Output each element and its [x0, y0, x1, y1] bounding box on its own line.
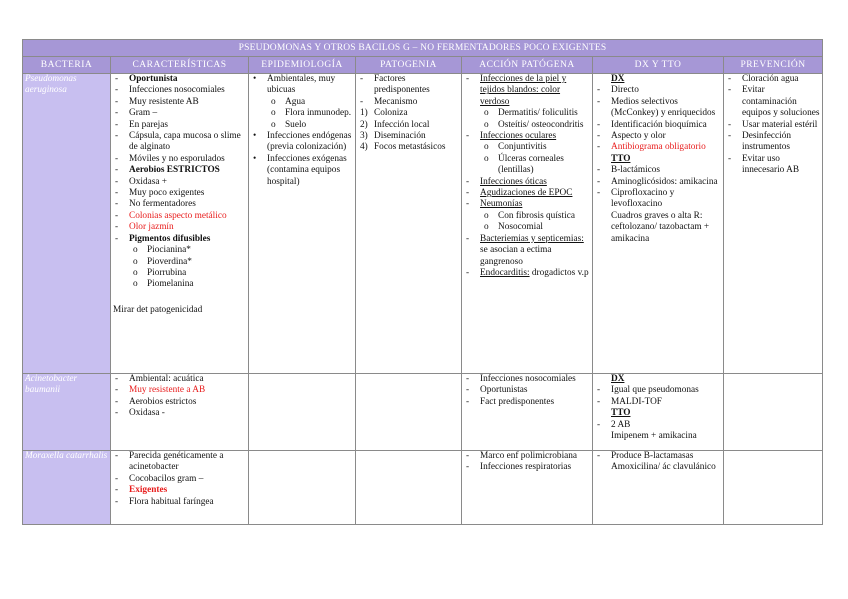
cell-epidemiologia	[249, 374, 356, 451]
dx-list	[595, 374, 721, 442]
list-marker: -	[115, 374, 119, 384]
list-marker: -	[466, 396, 470, 407]
list-marker: -	[115, 473, 119, 484]
list-item	[113, 245, 246, 256]
list-marker: -	[115, 85, 119, 96]
list-marker: o	[484, 153, 489, 164]
list-item	[464, 74, 590, 108]
list-marker: -	[597, 385, 601, 396]
list-item	[464, 142, 590, 153]
list-item-text: Identificación bioquímica	[611, 119, 707, 130]
accion-list	[464, 451, 590, 474]
list-item-text: En parejas	[129, 119, 168, 130]
list-item	[595, 408, 721, 419]
list-marker: -	[466, 176, 470, 187]
list-marker: •	[253, 153, 257, 164]
list-item-text: Oportunistas	[480, 385, 528, 396]
list-item-text: Imipenem + amikacina	[611, 431, 697, 442]
caracteristicas-list	[113, 74, 246, 291]
main-table	[22, 39, 823, 525]
list-item-text: Cuadros graves o alta R: ceftolozano/ tazobactam + amikacina	[611, 210, 710, 244]
list-item	[464, 177, 590, 188]
list-item-text: 2 AB	[611, 419, 631, 430]
list-marker: o	[484, 142, 489, 153]
header-accion-patogena: ACCIÓN PATÓGENA	[462, 57, 593, 74]
list-item-text: Infecciones respiratorias	[480, 462, 572, 473]
cell-prevencion	[724, 374, 823, 451]
list-item	[595, 420, 721, 431]
list-item-text: Evitar contaminación equipos y soluciones	[742, 85, 820, 119]
list-item-text: Con fibrosis quística	[498, 210, 575, 221]
list-item-text: Oxidasa -	[129, 408, 165, 419]
list-item-text: Evitar uso innecesario AB	[742, 153, 800, 176]
list-item-text: Medios selectivos (McConkey) y enriquecidos	[611, 96, 716, 119]
list-item	[595, 451, 721, 462]
list-item	[113, 385, 246, 396]
list-item-text: Bacteriemias y septicemias:	[480, 233, 584, 244]
list-item	[726, 85, 820, 119]
list-item-extra: se asocian a ectima gangrenoso	[480, 245, 552, 267]
cell-epidemiologia	[249, 451, 356, 525]
list-marker: -	[115, 131, 119, 142]
list-item	[464, 154, 590, 177]
list-item	[113, 120, 246, 131]
list-marker: -	[728, 119, 732, 130]
list-item-text: Ciprofloxacino y levofloxacino	[611, 188, 675, 210]
patogenia-list	[358, 74, 459, 154]
list-item	[251, 108, 353, 119]
list-marker: -	[728, 74, 732, 84]
cell-prevencion	[724, 74, 823, 374]
table-title: PSEUDOMONAS Y OTROS BACILOS G – NO FERMENTADORES POCO EXIGENTES	[23, 40, 823, 57]
list-item-text: No fermentadores	[129, 199, 196, 210]
list-marker: o	[484, 119, 489, 130]
header-epidemiologia: EPIDEMIOLOGÍA	[249, 57, 356, 74]
list-item	[595, 397, 721, 408]
list-item-text: Directo	[611, 85, 639, 96]
epidemiologia-list	[251, 74, 353, 188]
list-marker: -	[466, 385, 470, 396]
list-item-text: Infecciones oculares	[480, 131, 557, 142]
list-item-text: Muy resistente AB	[129, 96, 199, 107]
list-marker: -	[728, 153, 732, 164]
accion-list	[464, 374, 590, 408]
list-item-text: Coloniza	[374, 108, 408, 119]
cell-accion-patogena	[462, 374, 593, 451]
list-item	[595, 188, 721, 211]
list-marker: 1)	[360, 108, 368, 119]
list-marker: -	[597, 165, 601, 176]
list-marker: -	[115, 153, 119, 164]
list-marker: -	[597, 396, 601, 407]
list-item	[464, 131, 590, 142]
list-marker: -	[115, 188, 119, 199]
list-marker: -	[728, 85, 732, 96]
cell-caracteristicas	[111, 451, 249, 525]
list-item	[464, 188, 590, 199]
list-item	[464, 462, 590, 473]
cell-prevencion	[724, 451, 823, 525]
cell-epidemiologia	[249, 74, 356, 374]
list-item-text: DX	[611, 74, 625, 84]
list-marker: -	[115, 96, 119, 107]
list-marker: o	[133, 256, 138, 267]
list-item	[595, 165, 721, 176]
list-marker: 3)	[360, 131, 368, 142]
list-item-text: Olor jazmín	[129, 222, 174, 233]
list-marker: -	[115, 485, 119, 496]
list-marker: o	[484, 222, 489, 233]
list-item-text: Factores predisponentes	[374, 74, 430, 96]
list-item	[358, 131, 459, 142]
row-moraxella	[23, 451, 823, 525]
dx-list	[595, 451, 721, 474]
list-item-text: Ambiental: acuática	[129, 374, 204, 384]
list-item-text: Desinfección instrumentos	[742, 131, 792, 153]
list-item-text: MALDI-TOF	[611, 396, 662, 407]
list-item-text: Pioverdina*	[147, 256, 192, 267]
list-item-text: Amoxicilina/ ác clavulánico	[611, 462, 716, 473]
list-marker: -	[115, 199, 119, 210]
list-item	[464, 374, 590, 385]
list-item	[113, 279, 246, 290]
list-item-text: Aerobios ESTRICTOS	[129, 165, 220, 176]
list-marker: -	[115, 74, 119, 84]
list-item-text: Igual que pseudomonas	[611, 385, 699, 396]
list-item	[464, 120, 590, 131]
cell-dx-tto	[593, 451, 724, 525]
list-item-text: Marco enf polimicrobiana	[480, 451, 578, 461]
list-item	[464, 108, 590, 119]
list-item	[464, 211, 590, 222]
list-marker: -	[115, 385, 119, 396]
bacteria-name: Moraxella catarrhalis	[23, 451, 111, 525]
list-item-text: Agudizaciones de EPOC	[480, 188, 573, 199]
list-item-text: Exigentes	[129, 485, 168, 496]
list-item-text: Colonias aspecto metálico	[129, 210, 227, 221]
list-marker: o	[271, 96, 276, 107]
list-item-text: Focos metastásicos	[374, 142, 446, 153]
list-item-text: Antibiograma obligatorio	[611, 142, 706, 153]
list-marker: o	[484, 210, 489, 221]
list-item-extra: drogadictos v.p	[529, 267, 589, 278]
header-dx-tto: DX Y TTO	[593, 57, 724, 74]
header-caracteristicas: CARACTERÍSTICAS	[111, 57, 249, 74]
list-item-text: Neumonías	[480, 199, 523, 210]
header-bacteria: BACTERIA	[23, 57, 111, 74]
list-item	[113, 397, 246, 408]
list-item	[113, 234, 246, 245]
list-item-text: Nosocomial	[498, 222, 543, 233]
row-pseudomonas	[23, 74, 823, 374]
list-marker: -	[466, 462, 470, 473]
list-marker: o	[484, 108, 489, 119]
cell-caracteristicas	[111, 374, 249, 451]
header-patogenia: PATOGENIA	[356, 57, 462, 74]
list-item	[595, 211, 721, 245]
list-marker: -	[597, 451, 601, 461]
list-item-text: Infecciones nosocomiales	[480, 374, 576, 384]
list-item	[595, 431, 721, 442]
list-item-text: Endocarditis:	[480, 267, 530, 278]
list-item	[595, 385, 721, 396]
caracteristicas-list	[113, 374, 246, 420]
list-item-text: Flora inmunodep.	[285, 108, 352, 119]
list-marker: •	[253, 131, 257, 142]
cell-footer-note: Mirar det patogenicidad	[113, 304, 203, 315]
list-marker: o	[271, 119, 276, 130]
list-item	[113, 165, 246, 176]
list-item	[726, 131, 820, 154]
list-marker: 2)	[360, 119, 368, 130]
accion-list	[464, 74, 590, 279]
list-item	[726, 154, 820, 177]
list-marker: -	[360, 74, 364, 84]
list-item-text: Suelo	[285, 119, 307, 130]
list-item	[113, 211, 246, 222]
list-item-text: Cápsula, capa mucosa o slime de alginato	[129, 131, 241, 153]
list-item	[113, 131, 246, 154]
list-marker: -	[360, 96, 364, 107]
list-item	[595, 142, 721, 153]
list-marker: o	[133, 267, 138, 278]
cell-accion-patogena	[462, 74, 593, 374]
list-item-text: Parecida genéticamente a acinetobacter	[129, 451, 224, 473]
list-item	[595, 97, 721, 120]
bacteria-name: Acinetobacter baumanii	[23, 374, 111, 451]
list-item	[251, 120, 353, 131]
list-item-text: Dermatitis/ foliculitis	[498, 108, 578, 119]
list-marker: -	[597, 85, 601, 96]
list-item-text: Oportunista	[129, 74, 178, 84]
list-item	[464, 397, 590, 408]
list-marker: -	[115, 233, 119, 244]
cell-patogenia	[356, 374, 462, 451]
bacteria-name: Pseudomonas aeruginosa	[23, 74, 111, 374]
list-item	[113, 268, 246, 279]
list-marker: -	[597, 419, 601, 430]
list-item	[251, 131, 353, 154]
list-item	[113, 85, 246, 96]
list-item	[464, 268, 590, 279]
list-item-text: Piorrubina	[147, 267, 187, 278]
list-item	[358, 142, 459, 153]
list-marker: -	[597, 131, 601, 142]
list-item	[358, 120, 459, 131]
list-item-text: Infecciones de la piel y tejidos blandos: color verdoso	[480, 74, 567, 107]
list-marker: -	[466, 451, 470, 461]
list-marker: -	[115, 165, 119, 176]
list-marker: -	[115, 108, 119, 119]
list-item	[726, 74, 820, 85]
list-item-text: Móviles y no esporulados	[129, 153, 225, 164]
list-item	[464, 222, 590, 233]
list-item-text: Infecciones nosocomiales	[129, 85, 225, 96]
list-item-text: Muy poco exigentes	[129, 188, 205, 199]
list-item	[464, 234, 590, 268]
list-item-text: Produce B-lactamasas	[611, 451, 694, 461]
list-marker: •	[253, 74, 257, 84]
header-prevencion: PREVENCIÓN	[724, 57, 823, 74]
list-item-text: TTO	[611, 408, 631, 419]
list-item	[595, 154, 721, 165]
list-marker: -	[466, 374, 470, 384]
cell-patogenia	[356, 74, 462, 374]
list-marker: o	[133, 279, 138, 290]
list-item	[113, 474, 246, 485]
list-item-text: Infecciones endógenas (previa colonización)	[267, 131, 352, 153]
list-item	[595, 131, 721, 142]
list-item	[464, 199, 590, 210]
list-marker: -	[728, 131, 732, 142]
list-item	[113, 408, 246, 419]
list-item	[113, 74, 246, 85]
prevencion-list	[726, 74, 820, 177]
list-item-text: Muy resistente a AB	[129, 385, 206, 396]
cell-caracteristicas	[111, 74, 249, 374]
list-item	[595, 74, 721, 85]
cell-accion-patogena	[462, 451, 593, 525]
list-item-text: Cloración agua	[742, 74, 799, 84]
list-marker: -	[466, 74, 470, 84]
list-item	[251, 154, 353, 188]
list-item	[595, 374, 721, 385]
list-item-text: Pigmentos difusibles	[129, 233, 211, 244]
list-item	[113, 222, 246, 233]
list-item-text: Conjuntivitis	[498, 142, 547, 153]
list-item-text: Infección local	[374, 119, 430, 130]
list-item-text: B-lactámicos	[611, 165, 661, 176]
caracteristicas-list	[113, 451, 246, 508]
list-marker: -	[115, 396, 119, 407]
list-item-text: Agua	[285, 96, 306, 107]
list-item	[113, 451, 246, 474]
title-row	[23, 40, 823, 57]
list-marker: -	[115, 210, 119, 221]
list-item-text: Fact predisponentes	[480, 396, 555, 407]
list-marker: -	[115, 119, 119, 130]
list-item	[113, 485, 246, 496]
list-item	[113, 374, 246, 385]
list-item-text: Piocianina*	[147, 245, 191, 256]
list-item	[595, 177, 721, 188]
list-item	[595, 120, 721, 131]
list-marker: -	[115, 176, 119, 187]
list-item	[113, 497, 246, 508]
cell-dx-tto	[593, 374, 724, 451]
list-item	[113, 177, 246, 188]
list-item-text: Cocobacilos gram –	[129, 473, 204, 484]
list-item	[113, 199, 246, 210]
list-marker: -	[466, 188, 470, 199]
list-marker: -	[115, 496, 119, 507]
list-marker: -	[466, 233, 470, 244]
list-item-text: Aerobios estrictos	[129, 396, 197, 407]
list-item	[464, 451, 590, 462]
list-item	[251, 74, 353, 97]
list-item-text: Úlceras corneales (lentillas)	[498, 153, 564, 176]
dx-list	[595, 74, 721, 245]
list-marker: 4)	[360, 142, 368, 153]
list-item-text: Piomelanina	[147, 279, 194, 290]
list-marker: -	[597, 188, 601, 199]
list-marker: -	[466, 267, 470, 278]
list-item-text: Gram –	[129, 108, 158, 119]
list-marker: o	[271, 108, 276, 119]
list-item-text: Flora habitual faríngea	[129, 496, 214, 507]
list-item-text: Aspecto y olor	[611, 131, 666, 142]
list-item	[113, 154, 246, 165]
list-item	[358, 108, 459, 119]
list-marker: -	[115, 451, 119, 461]
list-item	[113, 108, 246, 119]
list-item	[358, 74, 459, 97]
list-item-text: Oxidasa +	[129, 176, 168, 187]
list-marker: -	[115, 222, 119, 233]
cell-patogenia	[356, 451, 462, 525]
list-item-text: Aminoglicósidos: amikacina	[611, 176, 718, 187]
cell-dx-tto	[593, 74, 724, 374]
list-marker: -	[597, 176, 601, 187]
list-marker: -	[597, 119, 601, 130]
list-marker: -	[115, 408, 119, 419]
list-item	[726, 120, 820, 131]
list-item-text: Infecciones óticas	[480, 176, 547, 187]
list-item	[113, 97, 246, 108]
list-item-text: Osteítis/ osteocondritis	[498, 119, 584, 130]
list-marker: -	[597, 96, 601, 107]
list-item	[358, 97, 459, 108]
list-item-text: Ambientales, muy ubicuas	[267, 74, 336, 96]
list-item-text: Usar material estéril	[742, 119, 818, 130]
list-item-text: Diseminación	[374, 131, 426, 142]
list-item-text: Infecciones exógenas (contamina equipos hospital)	[267, 153, 347, 187]
list-item	[595, 462, 721, 473]
header-row	[23, 57, 823, 74]
list-item	[113, 188, 246, 199]
list-item-text: TTO	[611, 153, 631, 164]
list-item	[595, 85, 721, 96]
list-item	[113, 257, 246, 268]
list-marker: o	[133, 245, 138, 256]
list-item-text: Mecanismo	[374, 96, 418, 107]
row-acinetobacter	[23, 374, 823, 451]
list-marker: -	[466, 131, 470, 142]
list-item	[464, 385, 590, 396]
list-marker: -	[597, 142, 601, 153]
list-item-text: DX	[611, 374, 625, 384]
list-item	[251, 97, 353, 108]
list-marker: -	[466, 199, 470, 210]
